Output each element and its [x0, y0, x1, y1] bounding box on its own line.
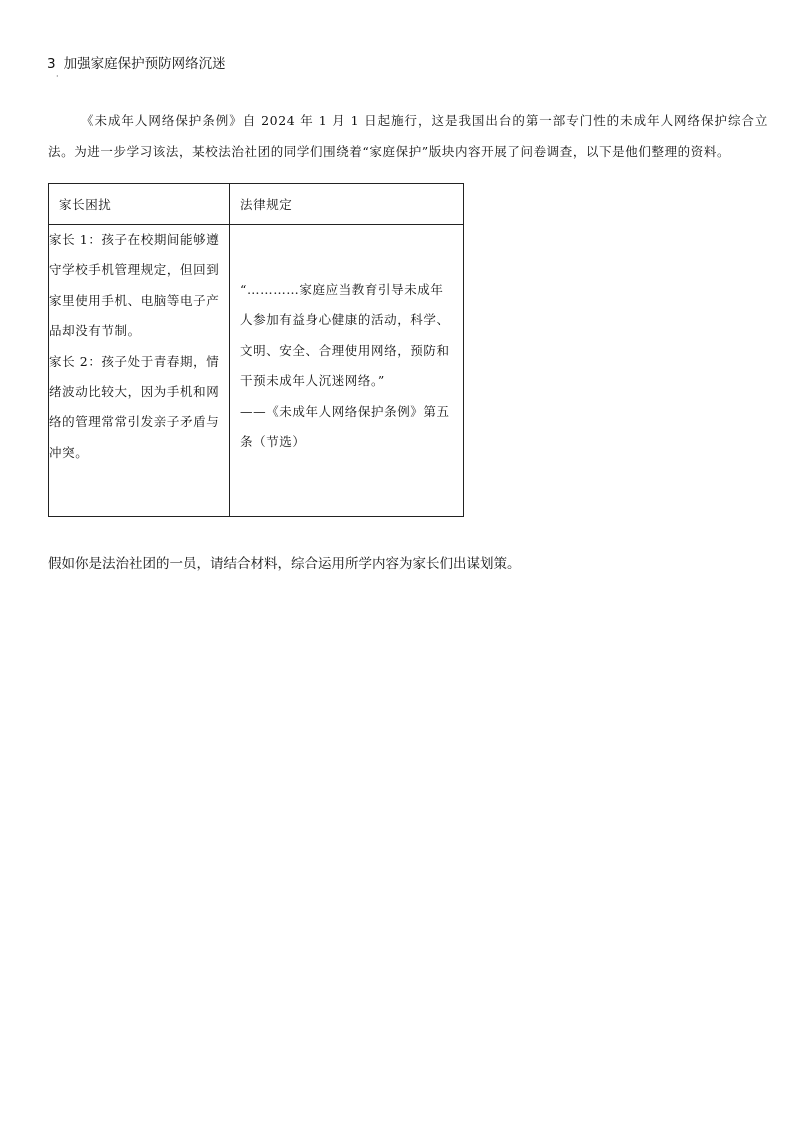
- parent-2-concern: 家长 2：孩子处于青春期，情绪波动比较大，因为手机和网络的管理常常引发亲子矛盾与冲突。: [49, 353, 220, 460]
- table-row: [49, 225, 464, 517]
- intro-paragraph: 《未成年人网络保护条例》自 2024 年 1 月 1 日起施行，这是我国出台的第一部专门性的未成年人网络保护综合立法。为进一步学习该法，某校法治社团的同学们围绕着“家庭保护”版块内容开展了问卷调查，以下是他们整理的资料。: [48, 112, 768, 159]
- dot-mark: ·: [56, 72, 59, 81]
- question-title: 加强家庭保护预防网络沉迷: [63, 56, 226, 72]
- question-number: 3: [47, 56, 56, 72]
- table-header-row: [49, 184, 464, 225]
- question-heading: [47, 54, 226, 74]
- legal-provision-cell: [230, 225, 464, 517]
- law-source: ——《未成年人网络保护条例》第五条（节选）: [240, 403, 450, 450]
- header-parent-concerns: 家长困扰: [49, 184, 230, 225]
- material-table: [48, 183, 464, 517]
- parent-concerns-cell: [49, 225, 230, 517]
- header-legal-provisions: 法律规定: [230, 184, 464, 225]
- law-quote: “…………家庭应当教育引导未成年人参加有益身心健康的活动，科学、文明、安全、合理使用网络，预防和干预未成年人沉迷网络。”: [240, 282, 450, 389]
- parent-1-concern: 家长 1：孩子在校期间能够遵守学校手机管理规定，但回到家里使用手机、电脑等电子产品却没有节制。: [49, 232, 220, 339]
- task-prompt: 假如你是法治社团的一员，请结合材料，综合运用所学内容为家长们出谋划策。: [48, 556, 521, 572]
